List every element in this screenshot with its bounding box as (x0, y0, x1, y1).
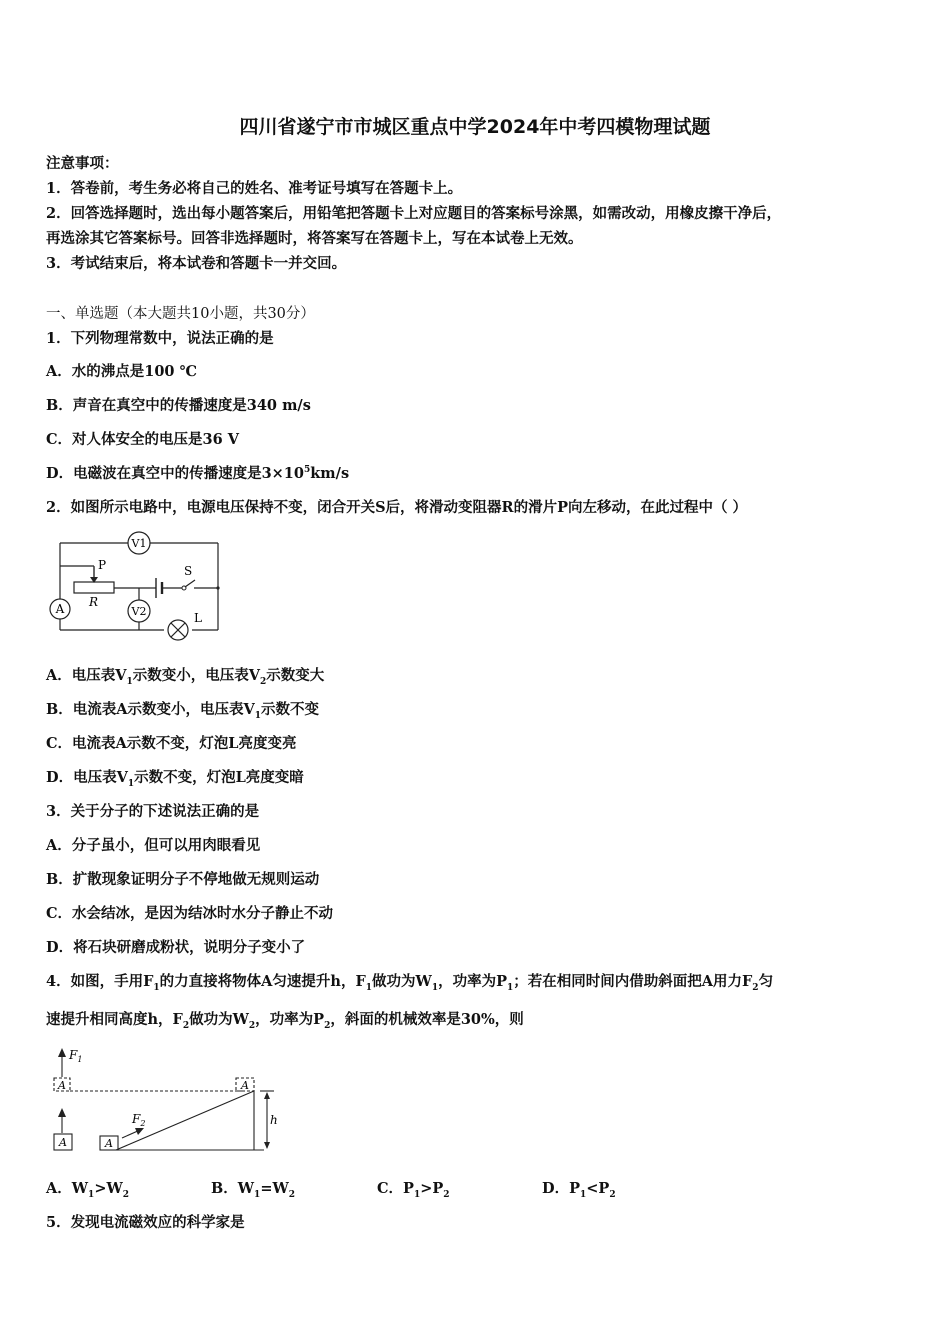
q1-stem: 1．下列物理常数中，说法正确的是 (46, 330, 274, 347)
notice-item-2: 2．回答选择题时，选出每小题答案后，用铅笔把答题卡上对应题目的答案标号涂黑，如需改动，用橡皮擦干净后， (46, 205, 782, 222)
q3-option-b: B．扩散现象证明分子不停地做无规则运动 (46, 871, 320, 888)
q4-option-b: B．$W_1=W_2$ (211, 1180, 296, 1200)
box-a-lifted-label: A (58, 1079, 66, 1092)
q4-option-d: D．$P_1<P_2$ (542, 1180, 616, 1200)
q4-option-c: C．$P_1>P_2$ (377, 1180, 450, 1200)
q2-stem: 2．如图所示电路中，电源电压保持不变，闭合开关S后，将滑动变阻器R的滑片P向左移动，在此过程中（ ） (46, 499, 748, 516)
q1-option-d: D．电磁波在真空中的传播速度是$3\times 10^5km/s$ (46, 465, 350, 482)
box-a-top-label: A (241, 1079, 249, 1092)
q2-option-b: B．电流表A示数变小，电压表$V_1$示数不变 (46, 701, 320, 721)
slider-p-label: P (98, 558, 107, 572)
lamp-l-label: L (194, 611, 202, 625)
section-heading: 一、单选题（本大题共10小题，共30分） (46, 306, 315, 322)
q3-stem: 3．关于分子的下述说法正确的是 (46, 803, 260, 820)
q3-option-d: D．将石块研磨成粉状，说明分子变小了 (46, 939, 306, 956)
q3-option-a: A．分子虽小，但可以用肉眼看见 (46, 837, 261, 854)
notice-item-2-cont: 再选涂其它答案标号。回答非选择题时，将答案写在答题卡上，写在本试卷上无效。 (46, 230, 583, 247)
q4-stem-line2: 速提升相同高度h，$F_2$做功为$W_2$，功率为$P_2$，斜面的机械效率是30%，则 (46, 1011, 524, 1031)
q2-option-c: C．电流表A示数不变，灯泡L亮度变亮 (46, 735, 297, 752)
circuit-diagram (44, 526, 234, 651)
incline-diagram (48, 1044, 288, 1156)
notice-item-1: 1．答卷前，考生务必将自己的姓名、准考证号填写在答题卡上。 (46, 180, 463, 197)
q1-option-c: C．对人体安全的电压是36 V (46, 431, 240, 448)
q1-option-b: B．声音在真空中的传播速度是340 m/s (46, 397, 311, 414)
notice-item-3: 3．考试结束后，将本试卷和答题卡一并交回。 (46, 255, 347, 272)
switch-s-label: S (184, 564, 193, 578)
ammeter-label: A (55, 602, 65, 616)
box-a-incline-label: A (105, 1137, 113, 1150)
q4-stem-line1: 4．如图，手用$F_1$的力直接将物体A匀速提升h，$F_1$做功为$W_1$，功率为$P_1$；若在相同时间内借助斜面把A用力$F_2$匀 (46, 973, 774, 993)
v1-label: V1 (131, 537, 147, 550)
box-a-ground-label: A (59, 1136, 67, 1149)
resistor-r-label: R (89, 595, 99, 609)
notice-heading: 注意事项： (46, 155, 119, 172)
height-h-label: h (270, 1113, 278, 1127)
q2-option-d: D．电压表$V_1$示数不变，灯泡L亮度变暗 (46, 769, 304, 789)
v2-label: V2 (131, 605, 147, 618)
q3-option-c: C．水会结冰，是因为结冰时水分子静止不动 (46, 905, 334, 922)
page-title: 四川省遂宁市市城区重点中学2024年中考四模物理试题 (239, 116, 711, 138)
q2-option-a: A．电压表$V_1$示数变小，电压表$V_2$示数变大 (46, 667, 325, 687)
q4-option-a: A．$W_1>W_2$ (46, 1180, 130, 1200)
q5-stem: 5．发现电流磁效应的科学家是 (46, 1214, 245, 1231)
f1-label: $F_1$ (69, 1048, 83, 1064)
f2-label: $F_2$ (132, 1112, 146, 1128)
q1-option-a: A．水的沸点是100 ℃ (46, 363, 197, 380)
